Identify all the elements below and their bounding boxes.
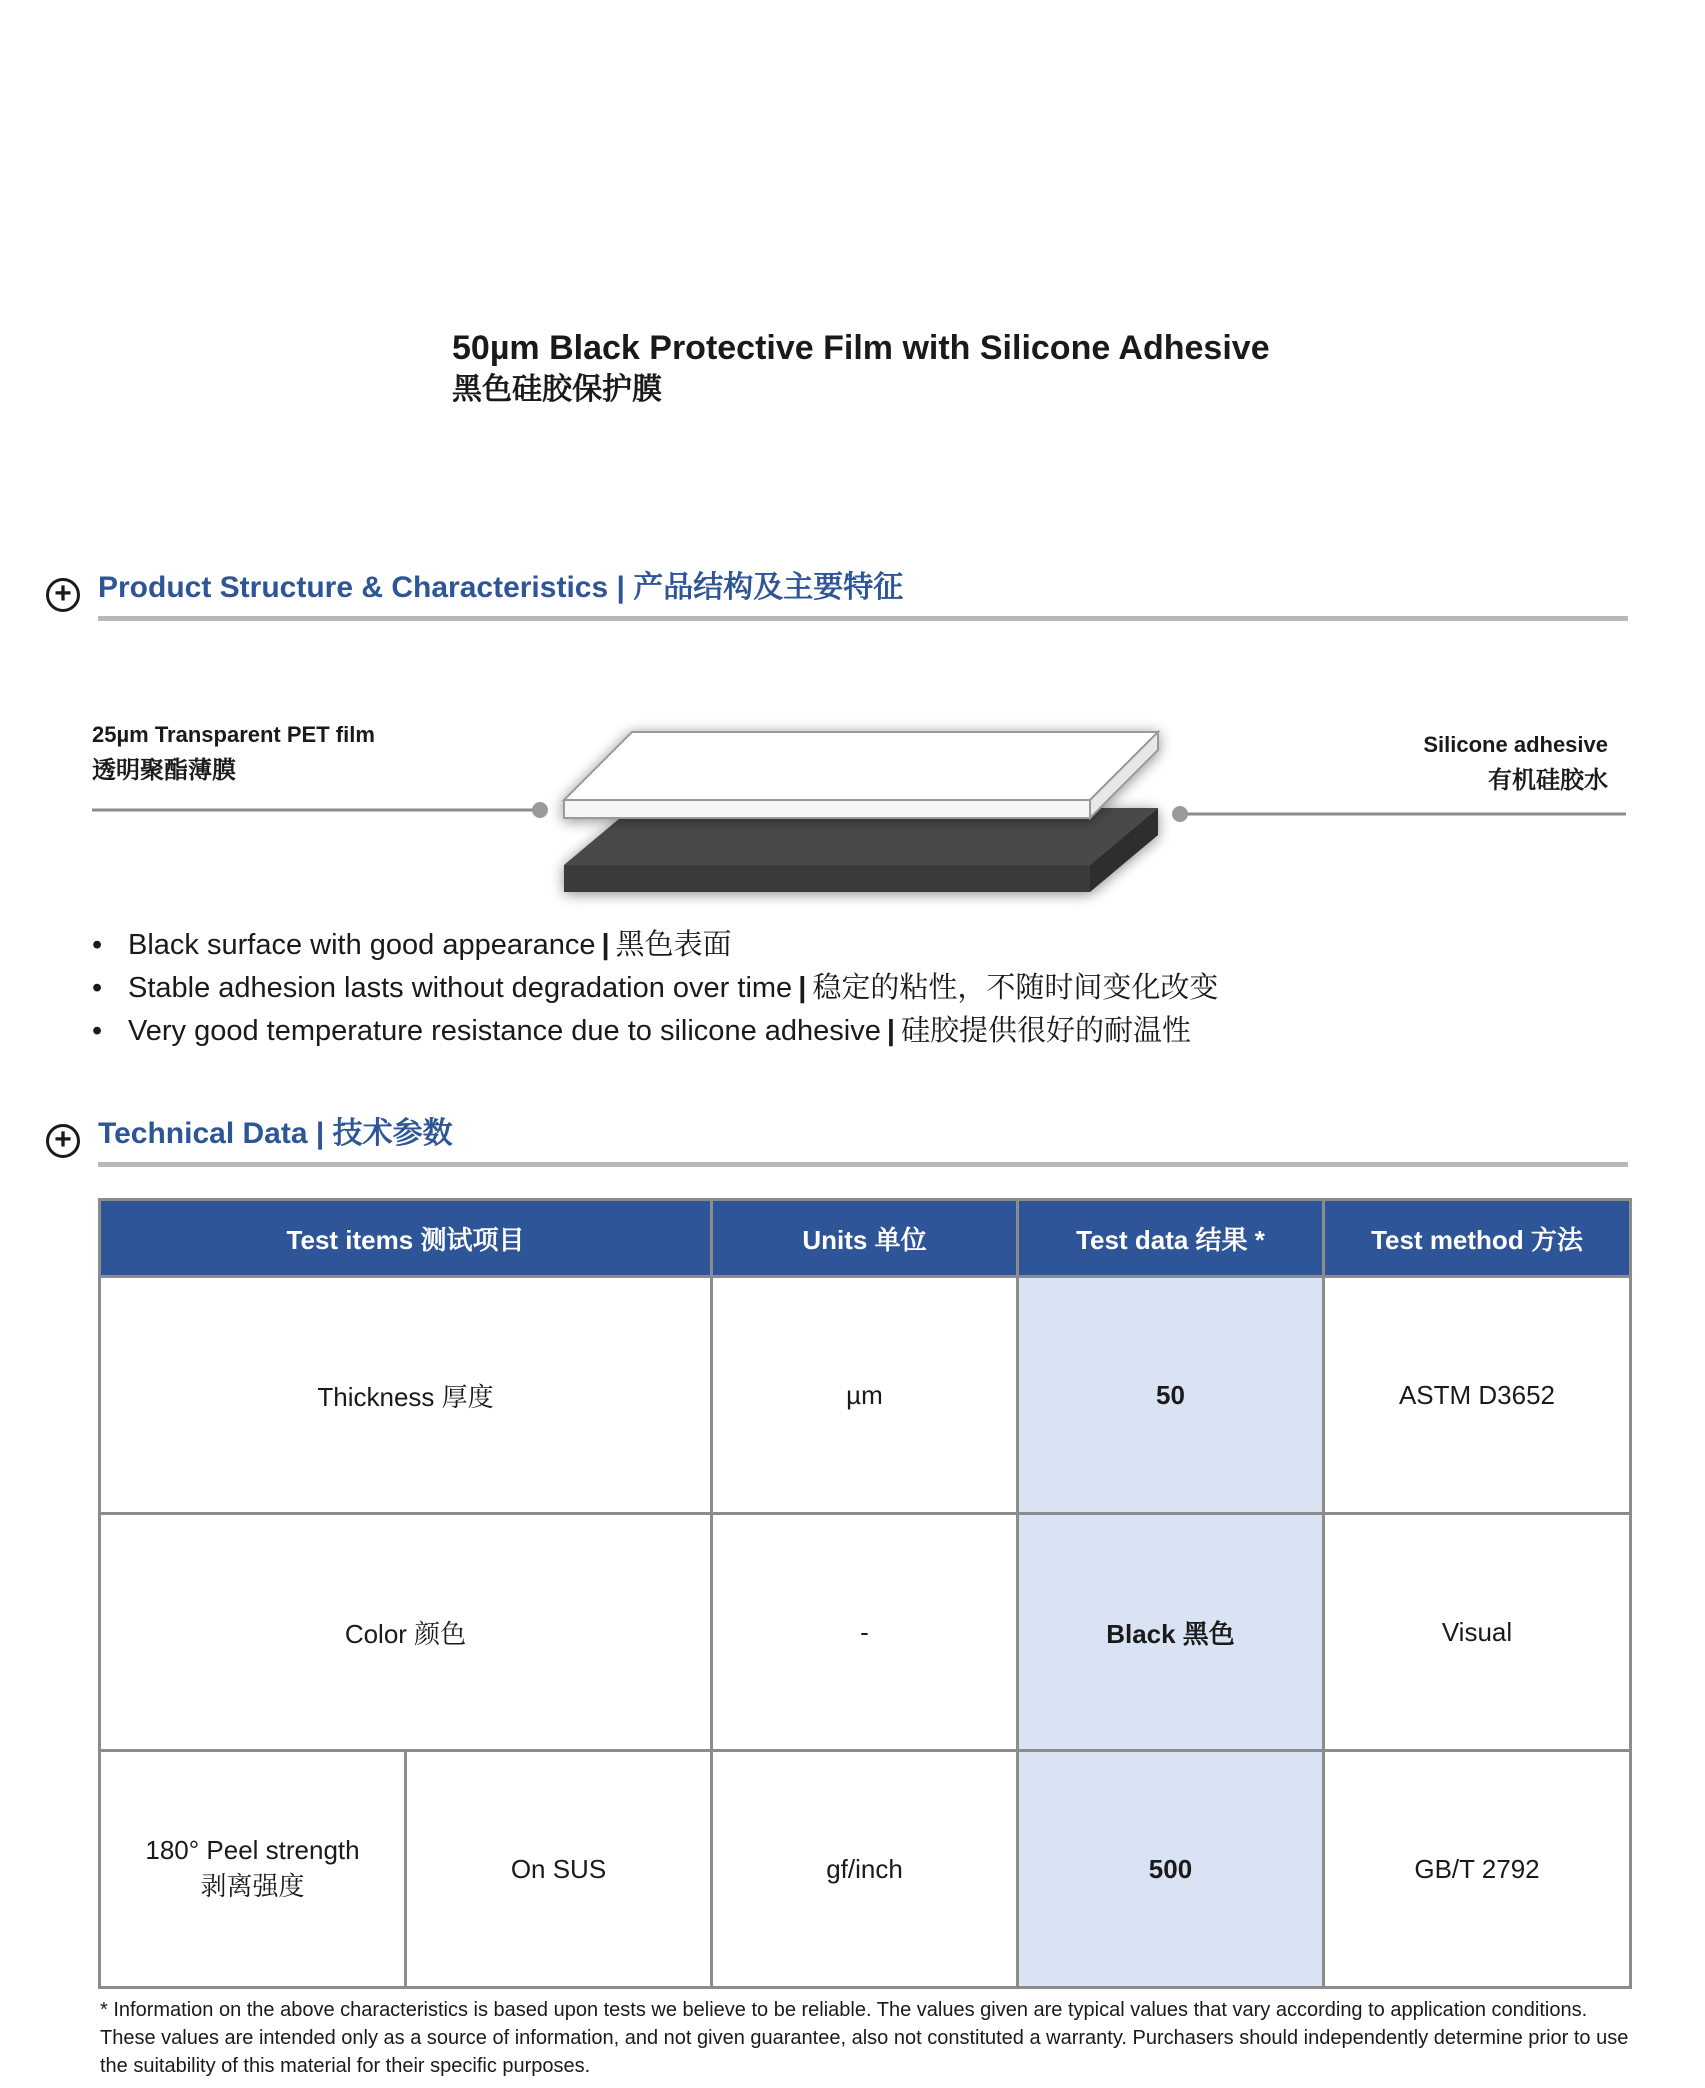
- pet-film-layer: [564, 732, 1158, 818]
- cell-method: Visual: [1324, 1514, 1631, 1751]
- list-item: • Very good temperature resistance due to silicone adhesive | 硅胶提供很好的耐温性: [92, 1010, 1592, 1053]
- table-header-row: [100, 1200, 1631, 1277]
- title-chinese: 黑色硅胶保护膜: [452, 373, 662, 406]
- table-row: [100, 1514, 1631, 1751]
- cell-value: Black 黑色: [1018, 1514, 1324, 1751]
- cell-unit: gf/inch: [712, 1751, 1018, 1988]
- header-test-data: Test data 结果 *: [1018, 1200, 1324, 1277]
- product-structure-diagram: [90, 700, 1630, 920]
- cell-sub-item: On SUS: [406, 1751, 712, 1988]
- section-divider: [98, 1162, 1628, 1167]
- header-units: Units 单位: [712, 1200, 1018, 1277]
- cell-method: GB/T 2792: [1324, 1751, 1631, 1988]
- cell-value: 50: [1018, 1277, 1324, 1514]
- technical-data-table: [98, 1198, 1632, 1989]
- disclaimer-footnote: * Information on the above characteristics is based upon tests we believe to be reliable. The values given are typical values that vary according to application conditions. These values are intended only as a source of information, and not given guarantee, also not constituted a warranty. Purchasers should independently determine prior to use the suitability of this material for their specific purposes.: [100, 1999, 1629, 2077]
- cell-value: 500: [1018, 1751, 1324, 1988]
- layer-illustration: [90, 700, 1630, 920]
- label-silicone-adhesive-zh: 有机硅胶水: [1488, 767, 1608, 794]
- label-pet-film-zh: 透明聚酯薄膜: [92, 757, 236, 784]
- feature-list: [92, 924, 1592, 1053]
- feature-en: Very good temperature resistance due to silicone adhesive: [128, 1015, 881, 1047]
- cell-unit: -: [712, 1514, 1018, 1751]
- cell-item-en: 180° Peel strength: [145, 1835, 360, 1865]
- document-title: [452, 326, 1270, 410]
- section-divider: [98, 616, 1628, 621]
- cell-item: Color 颜色: [100, 1514, 712, 1751]
- feature-zh: 硅胶提供很好的耐温性: [900, 1015, 1191, 1047]
- list-item: • Stable adhesion lasts without degradation over time | 稳定的粘性，不随时间变化改变: [92, 967, 1592, 1010]
- feature-zh: 稳定的粘性，不随时间变化改变: [812, 972, 1219, 1004]
- cell-method: ASTM D3652: [1324, 1277, 1631, 1514]
- feature-en: Black surface with good appearance: [128, 929, 596, 961]
- cell-item-zh: 剥离强度: [200, 1871, 305, 1901]
- cell-item: [100, 1751, 406, 1988]
- label-silicone-adhesive-en: Silicone adhesive: [1423, 732, 1608, 757]
- section-technical-header: [46, 1114, 1628, 1158]
- adhesive-leader-dot: [1172, 806, 1188, 822]
- table-row: [100, 1751, 1631, 1988]
- cell-unit: µm: [712, 1277, 1018, 1514]
- table-row: [100, 1277, 1631, 1514]
- list-item: • Black surface with good appearance | 黑色表面: [92, 924, 1592, 967]
- feature-zh: 黑色表面: [615, 929, 732, 961]
- adhesive-layer: [564, 808, 1158, 892]
- header-test-method: Test method 方法: [1324, 1200, 1631, 1277]
- feature-en: Stable adhesion lasts without degradation over time: [128, 972, 793, 1004]
- plus-circle-icon: +: [46, 1124, 80, 1158]
- title-english: 50µm Black Protective Film with Silicone Adhesive: [452, 329, 1270, 367]
- section-technical-title: Technical Data | 技术参数: [98, 1117, 453, 1150]
- section-structure-title: Product Structure & Characteristics | 产品结构及主要特征: [98, 571, 904, 604]
- section-structure-header: [46, 568, 1628, 612]
- plus-circle-icon: +: [46, 578, 80, 612]
- label-pet-film-en: 25µm Transparent PET film: [92, 722, 375, 747]
- header-test-items: Test items 测试项目: [100, 1200, 712, 1277]
- pet-leader-dot: [532, 802, 548, 818]
- cell-item: Thickness 厚度: [100, 1277, 712, 1514]
